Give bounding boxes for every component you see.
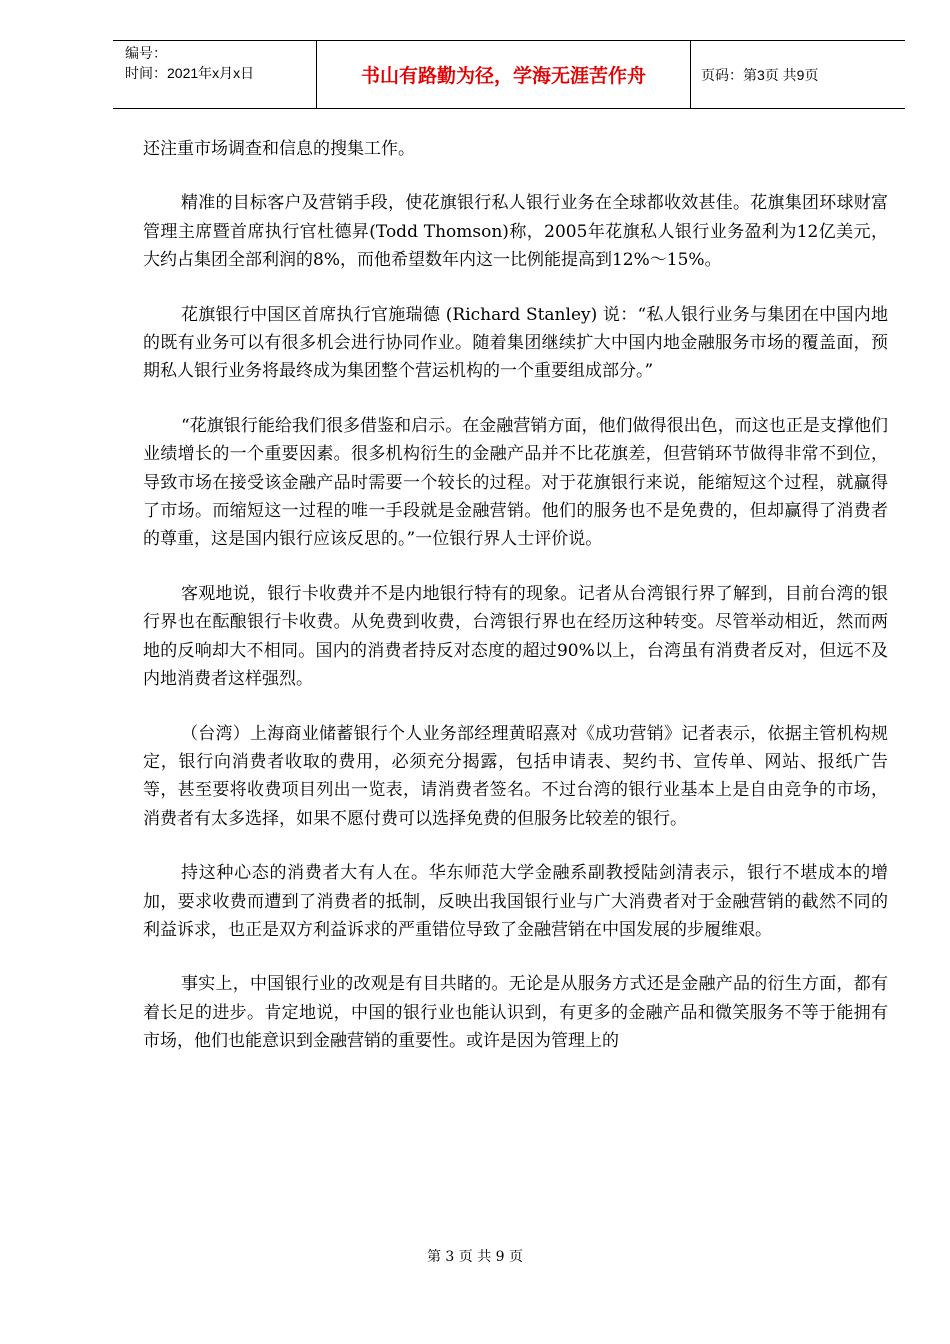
paragraph: 花旗银行中国区首席执行官施瑞德 (Richard Stanley) 说：“私人银行业务与集团在中国内地的既有业务可以有很多机会进行协同作业。随着集团继续扩大中国内地金融服务市场的覆盖面，预期私人银行业务将最终成为集团整个营运机构的一个重要组成部分。” [143,304,888,382]
time-label: 时间：2021年x月x日 [125,65,255,81]
number-label: 编号： [125,45,167,61]
header-page [690,41,905,108]
paragraph: 还注重市场调查和信息的搜集工作。 [143,139,415,159]
page-label: 页码：第3页 共9页 [701,66,819,83]
paragraph: 持这种心态的消费者大有人在。华东师范大学金融系副教授陆剑清表示，银行不堪成本的增加，要求收费而遭到了消费者的抵制，反映出我国银行业与广大消费者对于金融营销的截然不同的利益诉求，也正是双方利益诉求的严重错位导致了金融营销在中国发展的步履维艰。 [143,863,888,940]
page-header [113,40,905,109]
paragraph: 事实上，中国银行业的改观是有目共睹的。无论是从服务方式还是金融产品的衍生方面，都有着长足的进步。肯定地说，中国的银行业也能认识到，有更多的金融产品和微笑服务不等于能拥有市场，他们也能意识到金融营销的重要性。或许是因为管理上的 [143,974,888,1052]
footer-page-number: 第 3 页 共 9 页 [426,1249,524,1265]
header-meta [113,41,316,108]
header-motto [316,41,691,108]
page-footer [0,1246,950,1266]
paragraph: （台湾）上海商业储蓄银行个人业务部经理黄昭熹对《成功营销》记者表示，依据主管机构规定，银行向消费者收取的费用，必须充分揭露，包括申请表、契约书、宣传单、网站、报纸广告等，甚至要将收费项目列出一览表，请消费者签名。不过台湾的银行业基本上是自由竞争的市场，消费者有太多选择，如果不愿付费可以选择免费的但服务比较差的银行。 [143,723,888,829]
paragraph: 精准的目标客户及营销手段，使花旗银行私人银行业务在全球都收效甚佳。花旗集团环球财富管理主席暨首席执行官杜德昇(Todd Thomson)称，2005年花旗私人银行业务盈利为12亿美元，大约占集团全部利润的8%，而他希望数年内这一比例能提高到12%～15%。 [143,193,888,271]
document-body [143,135,888,1082]
motto-text: 书山有路勤为径，学海无涯苦作舟 [360,65,646,87]
paragraph: “花旗银行能给我们很多借鉴和启示。在金融营销方面，他们做得很出色，而这也正是支撑他们业绩增长的一个重要因素。很多机构衍生的金融产品并不比花旗差，但营销环节做得非常不到位，导致市场在接受该金融产品时需要一个较长的过程。对于花旗银行来说，能缩短这个过程，就赢得了市场。而缩短这一过程的唯一手段就是金融营销。他们的服务也不是免费的，但却赢得了消费者的尊重，这是国内银行应该反思的。”一位银行界人士评价说。 [143,415,888,550]
paragraph: 客观地说，银行卡收费并不是内地银行特有的现象。记者从台湾银行界了解到，目前台湾的银行界也在酝酿银行卡收费。从免费到收费，台湾银行界也在经历这种转变。尽管举动相近，然而两地的反响却大不相同。国内的消费者持反对态度的超过90%以上，台湾虽有消费者反对，但远不及内地消费者这样强烈。 [143,583,888,690]
